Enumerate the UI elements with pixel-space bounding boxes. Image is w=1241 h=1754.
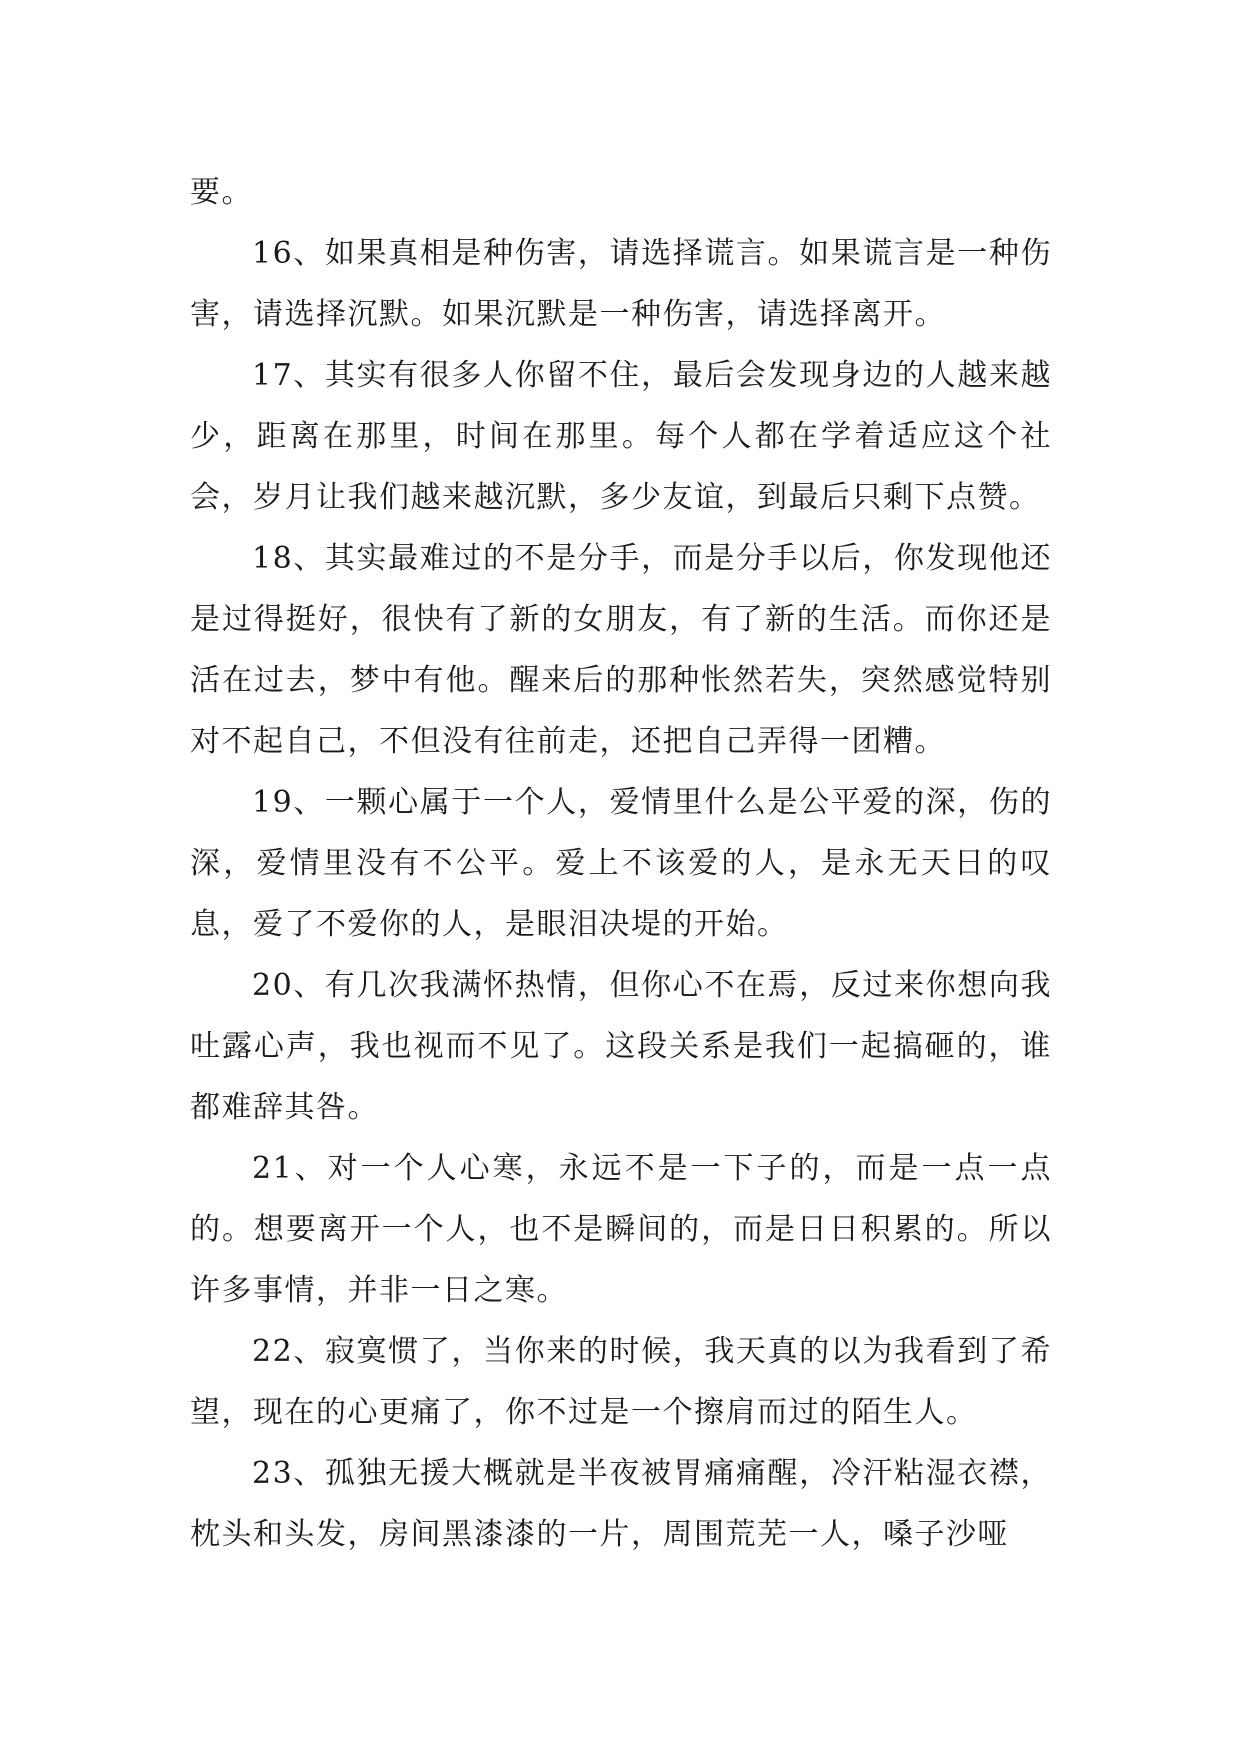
paragraph-22: 22、寂寞惯了，当你来的时候，我天真的以为我看到了希望，现在的心更痛了，你不过是一个擦肩而过的陌生人。 bbox=[190, 1334, 1052, 1430]
paragraph-continuation: 要。 bbox=[190, 175, 253, 210]
paragraph-16: 16、如果真相是种伤害，请选择谎言。如果谎言是一种伤害，请选择沉默。如果沉默是一种伤害，请选择离开。 bbox=[190, 236, 1052, 332]
paragraph-18: 18、其实最难过的不是分手，而是分手以后，你发现他还是过得挺好，很快有了新的女朋友，有了新的生活。而你还是活在过去，梦中有他。醒来后的那种怅然若失，突然感觉特别对不起自己，不但没有往前走，还把自己弄得一团糟。 bbox=[190, 541, 1052, 759]
paragraph-23: 23、孤独无援大概就是半夜被胃痛痛醒，冷汗粘湿衣襟，枕头和头发，房间黑漆漆的一片，周围荒芜一人，嗓子沙哑 bbox=[190, 1456, 1052, 1552]
paragraph-20: 20、有几次我满怀热情，但你心不在焉，反过来你想向我吐露心声，我也视而不见了。这段关系是我们一起搞砸的，谁都难辞其咎。 bbox=[190, 968, 1052, 1125]
paragraph-21: 21、对一个人心寒，永远不是一下子的，而是一点一点的。想要离开一个人，也不是瞬间的，而是日日积累的。所以许多事情，并非一日之寒。 bbox=[190, 1151, 1052, 1308]
document-body bbox=[190, 162, 1052, 1565]
paragraph-17: 17、其实有很多人你留不住，最后会发现身边的人越来越少，距离在那里，时间在那里。每个人都在学着适应这个社会，岁月让我们越来越沉默，多少友谊，到最后只剩下点赞。 bbox=[190, 358, 1052, 515]
paragraph-19: 19、一颗心属于一个人，爱情里什么是公平爱的深，伤的深，爱情里没有不公平。爱上不该爱的人，是永无天日的叹息，爱了不爱你的人，是眼泪决堤的开始。 bbox=[190, 785, 1052, 942]
